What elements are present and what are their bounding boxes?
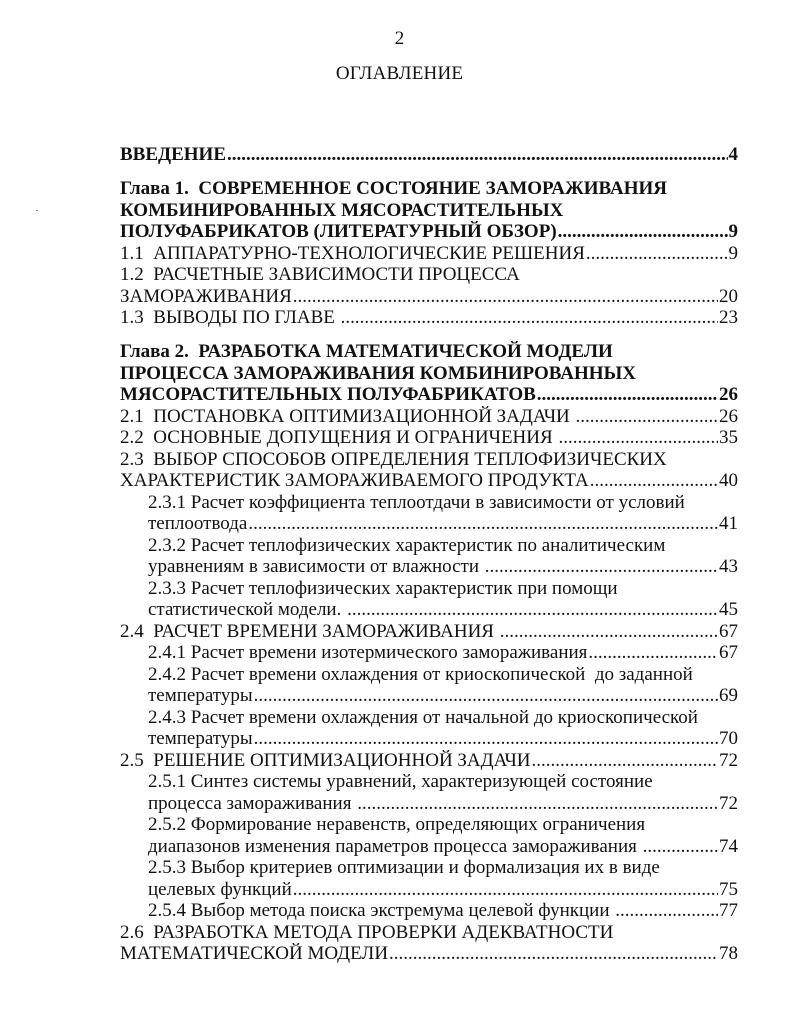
dot-leader <box>643 836 718 858</box>
toc-page-number: 78 <box>719 943 738 964</box>
dot-leader <box>389 943 718 965</box>
dot-leader <box>347 599 718 621</box>
toc-entry-text: МЯСОРАСТИТЕЛЬНЫХ ПОЛУФАБРИКАТОВ <box>120 384 536 405</box>
toc-entry[interactable] <box>120 707 738 750</box>
dot-leader <box>586 243 728 265</box>
toc-entry-line <box>120 578 738 600</box>
toc-entry-line <box>120 341 738 363</box>
toc-entry[interactable] <box>120 449 738 492</box>
toc-entry-line <box>120 556 738 578</box>
toc-entry-line <box>120 406 738 428</box>
toc-entry-line <box>120 943 738 965</box>
toc-entry-text: ПРОЦЕССА ЗАМОРАЖИВАНИЯ КОМБИНИРОВАННЫХ <box>120 362 636 384</box>
toc-entry[interactable] <box>120 922 738 965</box>
toc-entry-line <box>120 814 738 836</box>
toc-entry-text: ЗАМОРАЖИВАНИЯ <box>120 285 292 307</box>
toc-page-number: 9 <box>728 221 738 242</box>
toc-entry-text: Глава 1. СОВРЕМЕННОЕ СОСТОЯНИЕ ЗАМОРАЖИВАНИЯ <box>120 178 667 199</box>
toc-entry[interactable] <box>120 642 738 664</box>
toc-page-number: 41 <box>719 513 738 534</box>
toc-entry-line <box>120 664 738 686</box>
toc-entry-line <box>120 750 738 772</box>
toc-entry[interactable] <box>120 535 738 578</box>
toc-page-number: 72 <box>719 792 738 814</box>
toc-entry[interactable] <box>120 900 738 922</box>
toc-page-number: 9 <box>728 242 738 264</box>
toc-entry-line <box>120 771 738 793</box>
toc-entry-text: 1.1 АППАРАТУРНО-ТЕХНОЛОГИЧЕСКИЕ РЕШЕНИЯ <box>120 242 585 264</box>
toc-entry-text: диапазонов изменения параметров процесса замораживания <box>148 835 642 857</box>
toc-entry[interactable] <box>120 243 738 265</box>
toc-entry-line <box>120 200 738 222</box>
dot-leader <box>537 384 718 406</box>
dot-leader <box>254 685 718 707</box>
toc-entry[interactable] <box>120 178 738 243</box>
toc-entry-text: 2.3.1 Расчет коэффициента теплоотдачи в зависимости от условий <box>148 491 685 513</box>
toc-entry-line <box>120 492 738 514</box>
toc-page-number: 4 <box>728 144 738 165</box>
toc-entry[interactable] <box>120 492 738 535</box>
toc-entry-line <box>120 685 738 707</box>
dot-leader <box>558 427 718 449</box>
scan-speck <box>36 210 38 211</box>
toc-entry[interactable] <box>120 664 738 707</box>
toc-entry-line <box>120 178 738 200</box>
toc-entry-text: процесса замораживания <box>148 792 357 814</box>
toc-entry-text: 2.3.3 Расчет теплофизических характеристик при помощи <box>148 577 618 599</box>
toc-entry-text: ХАРАКТЕРИСТИК ЗАМОРАЖИВАЕМОГО ПРОДУКТА <box>120 470 589 491</box>
toc-entry[interactable] <box>120 814 738 857</box>
dot-leader <box>341 307 718 329</box>
table-of-contents <box>120 144 738 965</box>
dot-leader <box>615 900 718 922</box>
toc-entry-text: 2.4.2 Расчет времени охлаждения от криоскопической до заданной <box>148 663 693 685</box>
toc-entry-line <box>120 857 738 879</box>
toc-page-number: 67 <box>719 620 738 642</box>
toc-entry-line <box>120 363 738 385</box>
toc-entry[interactable] <box>120 750 738 772</box>
toc-entry-line <box>120 621 738 643</box>
toc-entry-line <box>120 707 738 729</box>
toc-page-number: 40 <box>719 470 738 491</box>
toc-entry-line <box>120 642 738 664</box>
dot-leader <box>588 642 718 664</box>
toc-entry-line <box>120 879 738 901</box>
toc-entry-line <box>120 900 738 922</box>
toc-entry-line <box>120 836 738 858</box>
toc-page-number: 23 <box>719 307 738 328</box>
toc-page-number: 26 <box>719 405 738 427</box>
toc-entry[interactable] <box>120 578 738 621</box>
toc-entry-line <box>120 307 738 329</box>
page-title: ОГЛАВЛЕНИЕ <box>335 63 464 84</box>
toc-entry[interactable] <box>120 406 738 428</box>
toc-entry-text: 2.4.1 Расчет времени изотермического замораживания <box>148 642 588 663</box>
toc-entry-text: 2.2 ОСНОВНЫЕ ДОПУЩЕНИЯ И ОГРАНИЧЕНИЯ <box>120 427 558 448</box>
toc-entry-text: 2.5.1 Синтез системы уравнений, характеризующей состояние <box>148 771 653 792</box>
toc-entry-text: теплоотвода <box>148 513 248 534</box>
toc-entry-line <box>120 728 738 750</box>
toc-page-number: 43 <box>719 556 738 577</box>
toc-entry-text: 1.2 РАСЧЕТНЫЕ ЗАВИСИМОСТИ ПРОЦЕССА <box>120 264 520 285</box>
toc-page-number: 70 <box>719 728 738 749</box>
toc-entry-line <box>120 922 738 944</box>
toc-entry[interactable] <box>120 307 738 329</box>
toc-entry-line <box>120 470 738 492</box>
toc-entry-line <box>120 599 738 621</box>
toc-entry-line <box>120 144 738 166</box>
toc-page-number: 72 <box>719 749 738 771</box>
toc-page-number: 67 <box>719 642 738 663</box>
toc-entry-line <box>120 286 738 308</box>
toc-entry-text: ПОЛУФАБРИКАТОВ (ЛИТЕРАТУРНЫЙ ОБЗОР) <box>120 221 557 242</box>
dot-leader <box>357 793 718 815</box>
toc-entry-text: 1.3 ВЫВОДЫ ПО ГЛАВЕ <box>120 307 340 328</box>
toc-entry-text: КОМБИНИРОВАННЫХ МЯСОРАСТИТЕЛЬНЫХ <box>120 199 564 221</box>
page-number: 2 <box>394 28 405 49</box>
dot-leader <box>590 470 718 492</box>
dot-leader <box>485 556 718 578</box>
dot-leader <box>227 144 728 166</box>
dot-leader <box>532 750 718 772</box>
toc-entry[interactable] <box>120 427 738 449</box>
toc-entry-text: статистической модели. <box>148 599 347 620</box>
toc-page-number: 77 <box>719 900 738 921</box>
toc-entry[interactable] <box>120 264 738 307</box>
toc-entry-text: 2.4 РАСЧЕТ ВРЕМЕНИ ЗАМОРАЖИВАНИЯ <box>120 620 499 642</box>
toc-entry-text: уравнениям в зависимости от влажности <box>148 556 484 577</box>
toc-entry[interactable] <box>120 857 738 900</box>
toc-page-number: 26 <box>719 384 738 405</box>
toc-entry-line <box>120 535 738 557</box>
toc-page-number: 20 <box>719 285 738 307</box>
toc-entry-text: 2.5.3 Выбор критериев оптимизации и формализация их в виде <box>148 857 660 878</box>
toc-entry-text: МАТЕМАТИЧЕСКОЙ МОДЕЛИ <box>120 943 389 964</box>
toc-page-number: 74 <box>719 835 738 857</box>
toc-entry-line <box>120 221 738 243</box>
toc-entry-line <box>120 427 738 449</box>
toc-entry-text: 2.6 РАЗРАБОТКА МЕТОДА ПРОВЕРКИ АДЕКВАТНОСТИ <box>120 921 614 943</box>
toc-entry[interactable] <box>120 621 738 643</box>
toc-entry[interactable] <box>120 771 738 814</box>
toc-page-number: 45 <box>719 599 738 620</box>
toc-page-number: 69 <box>719 685 738 706</box>
toc-entry-line <box>120 513 738 535</box>
toc-entry-text: температуры <box>148 728 253 749</box>
toc-entry-line <box>120 793 738 815</box>
toc-entry-text: 2.5.2 Формирование неравенств, определяющих ограничения <box>148 814 646 835</box>
toc-entry-text: 2.5.4 Выбор метода поиска экстремума целевой функции <box>148 900 615 921</box>
toc-entry-text: целевых функций <box>148 878 292 900</box>
toc-entry[interactable] <box>120 341 738 406</box>
dot-leader <box>500 621 718 643</box>
toc-entry-text: ВВЕДЕНИЕ <box>120 144 226 165</box>
toc-entry[interactable] <box>120 144 738 166</box>
toc-entry-text: 2.3.2 Расчет теплофизических характеристик по аналитическим <box>148 534 666 556</box>
toc-entry-text: 2.5 РЕШЕНИЕ ОПТИМИЗАЦИОННОЙ ЗАДАЧИ <box>120 749 531 771</box>
toc-entry-text: 2.3 ВЫБОР СПОСОБОВ ОПРЕДЕЛЕНИЯ ТЕПЛОФИЗИЧЕСКИХ <box>120 448 667 470</box>
dot-leader <box>576 406 718 428</box>
toc-entry-text: Глава 2. РАЗРАБОТКА МАТЕМАТИЧЕСКОЙ МОДЕЛИ <box>120 341 613 362</box>
dot-leader <box>293 286 718 308</box>
dot-leader <box>248 513 718 535</box>
toc-page-number: 75 <box>719 878 738 900</box>
toc-entry-line <box>120 449 738 471</box>
toc-entry-line <box>120 384 738 406</box>
toc-entry-text: температуры <box>148 685 253 706</box>
dot-leader <box>558 221 728 243</box>
toc-page-number: 35 <box>719 427 738 448</box>
dot-leader <box>254 728 718 750</box>
dot-leader <box>293 879 718 901</box>
toc-entry-text: 2.1 ПОСТАНОВКА ОПТИМИЗАЦИОННОЙ ЗАДАЧИ <box>120 405 575 427</box>
toc-entry-line <box>120 243 738 265</box>
toc-entry-line <box>120 264 738 286</box>
toc-entry-text: 2.4.3 Расчет времени охлаждения от начальной до криоскопической <box>148 706 698 728</box>
